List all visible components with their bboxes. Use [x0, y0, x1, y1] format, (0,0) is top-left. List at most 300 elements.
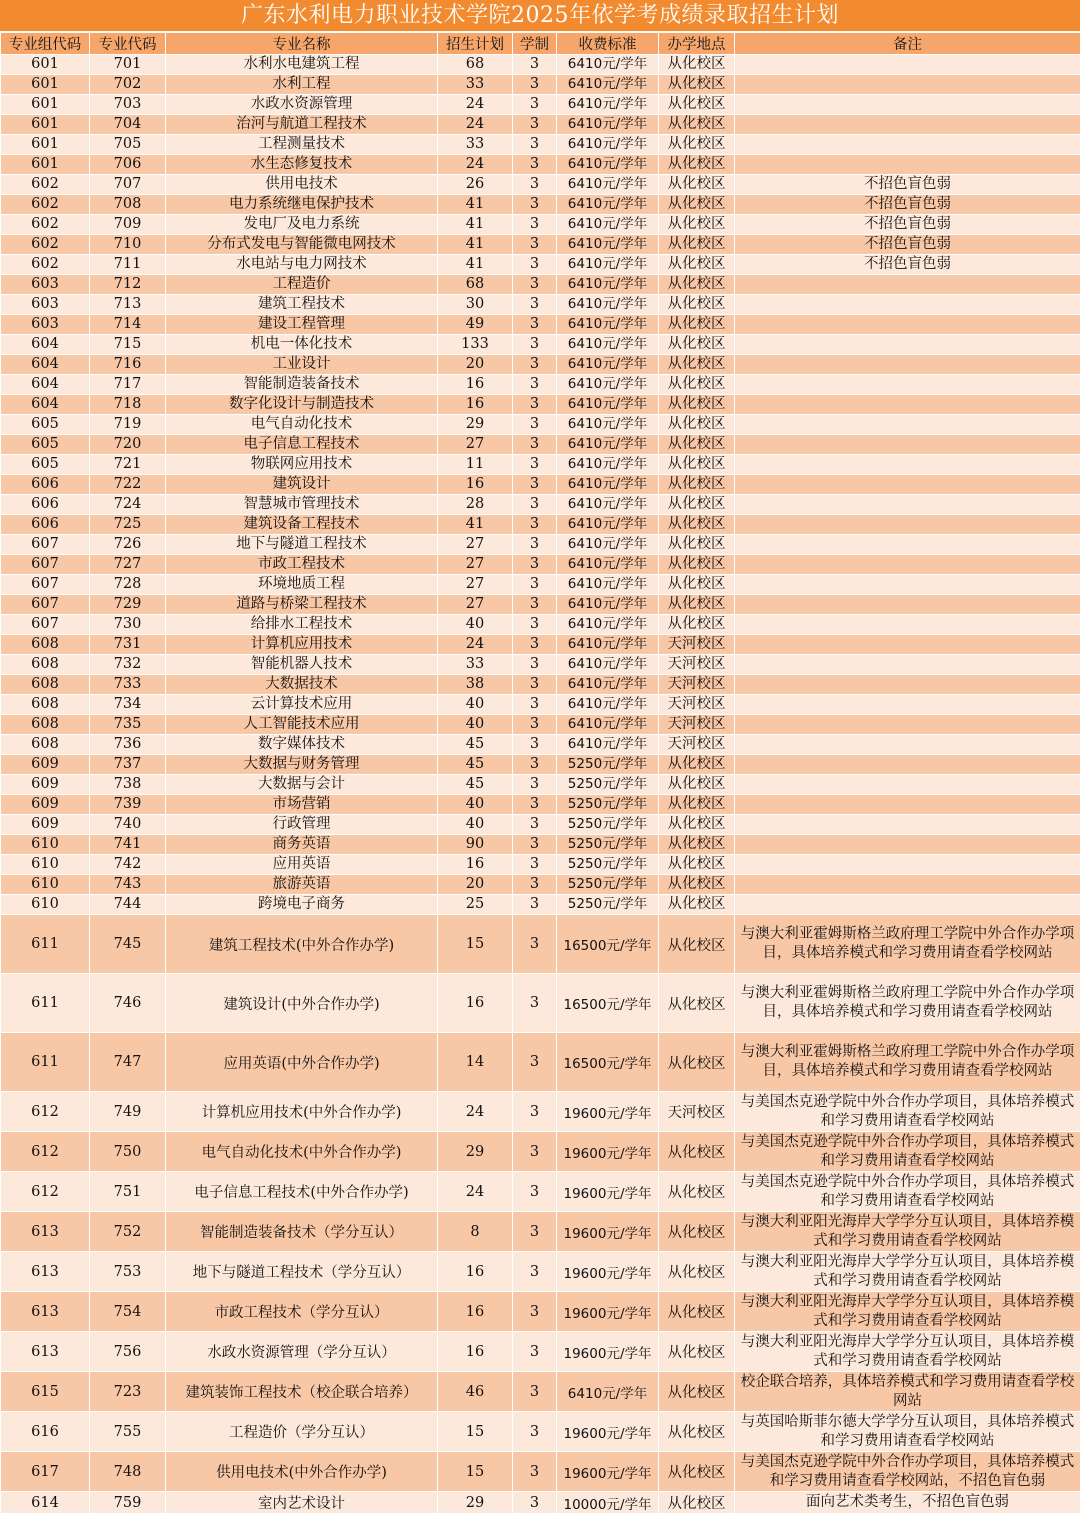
table-row — [1, 115, 1080, 135]
remarks-cell — [735, 455, 1080, 475]
major-name-cell: 环境地质工程 — [166, 575, 438, 595]
major-code-cell: 740 — [90, 815, 166, 835]
duration-cell: 3 — [513, 835, 557, 855]
table-row — [1, 55, 1080, 75]
major-name-cell: 人工智能技术应用 — [166, 715, 438, 735]
group-code-cell: 612 — [1, 1132, 90, 1172]
duration-cell: 3 — [513, 1252, 557, 1292]
campus-cell: 从化校区 — [659, 1033, 735, 1092]
group-code-cell: 613 — [1, 1212, 90, 1252]
campus-cell: 从化校区 — [659, 775, 735, 795]
quota-cell: 11 — [438, 455, 513, 475]
duration-cell: 3 — [513, 415, 557, 435]
campus-cell: 从化校区 — [659, 375, 735, 395]
group-code-cell: 608 — [1, 695, 90, 715]
remarks-cell — [735, 775, 1080, 795]
quota-cell: 20 — [438, 355, 513, 375]
campus-cell: 从化校区 — [659, 895, 735, 915]
table-row — [1, 1033, 1080, 1092]
group-code-cell: 606 — [1, 495, 90, 515]
group-code-cell: 606 — [1, 475, 90, 495]
major-code-cell: 730 — [90, 615, 166, 635]
quota-cell: 16 — [438, 375, 513, 395]
table-row — [1, 875, 1080, 895]
quota-cell: 29 — [438, 415, 513, 435]
major-name-cell: 大数据技术 — [166, 675, 438, 695]
fee-cell: 19600元/学年 — [557, 1412, 659, 1452]
table-row — [1, 795, 1080, 815]
table-row — [1, 275, 1080, 295]
fee-cell: 19600元/学年 — [557, 1332, 659, 1372]
remarks-cell — [735, 855, 1080, 875]
major-code-cell: 718 — [90, 395, 166, 415]
quota-cell: 40 — [438, 715, 513, 735]
major-name-cell: 旅游英语 — [166, 875, 438, 895]
table-row — [1, 1132, 1080, 1172]
header-group-code: 专业组代码 — [1, 33, 90, 55]
remarks-cell: 校企联合培养，具体培养模式和学习费用请查看学校网站 — [735, 1372, 1080, 1412]
major-name-cell: 建筑设计 — [166, 475, 438, 495]
header-row — [1, 33, 1080, 55]
quota-cell: 15 — [438, 1412, 513, 1452]
fee-cell: 19600元/学年 — [557, 1252, 659, 1292]
group-code-cell: 607 — [1, 555, 90, 575]
remarks-cell — [735, 375, 1080, 395]
major-name-cell: 分布式发电与智能微电网技术 — [166, 235, 438, 255]
remarks-cell — [735, 615, 1080, 635]
fee-cell: 5250元/学年 — [557, 875, 659, 895]
remarks-cell — [735, 655, 1080, 675]
duration-cell: 3 — [513, 695, 557, 715]
table-row — [1, 1372, 1080, 1412]
fee-cell: 6410元/学年 — [557, 75, 659, 95]
group-code-cell: 601 — [1, 55, 90, 75]
table-row — [1, 1172, 1080, 1212]
fee-cell: 6410元/学年 — [557, 515, 659, 535]
duration-cell: 3 — [513, 75, 557, 95]
quota-cell: 33 — [438, 75, 513, 95]
major-name-cell: 云计算技术应用 — [166, 695, 438, 715]
campus-cell: 从化校区 — [659, 1212, 735, 1252]
quota-cell: 49 — [438, 315, 513, 335]
major-code-cell: 735 — [90, 715, 166, 735]
group-code-cell: 607 — [1, 595, 90, 615]
remarks-cell: 与澳大利亚霍姆斯格兰政府理工学院中外合作办学项目，具体培养模式和学习费用请查看学校网站 — [735, 915, 1080, 974]
major-code-cell: 750 — [90, 1132, 166, 1172]
fee-cell: 6410元/学年 — [557, 595, 659, 615]
remarks-cell — [735, 315, 1080, 335]
campus-cell: 从化校区 — [659, 235, 735, 255]
quota-cell: 133 — [438, 335, 513, 355]
major-name-cell: 市场营销 — [166, 795, 438, 815]
campus-cell: 从化校区 — [659, 175, 735, 195]
major-name-cell: 水生态修复技术 — [166, 155, 438, 175]
quota-cell: 8 — [438, 1212, 513, 1252]
duration-cell: 3 — [513, 215, 557, 235]
quota-cell: 24 — [438, 115, 513, 135]
fee-cell: 6410元/学年 — [557, 655, 659, 675]
group-code-cell: 607 — [1, 575, 90, 595]
group-code-cell: 617 — [1, 1452, 90, 1492]
duration-cell: 3 — [513, 755, 557, 775]
table-row — [1, 475, 1080, 495]
header-duration: 学制 — [513, 33, 557, 55]
major-code-cell: 726 — [90, 535, 166, 555]
remarks-cell: 不招色盲色弱 — [735, 195, 1080, 215]
major-name-cell: 电子信息工程技术(中外合作办学) — [166, 1172, 438, 1212]
duration-cell: 3 — [513, 115, 557, 135]
duration-cell: 3 — [513, 1292, 557, 1332]
quota-cell: 14 — [438, 1033, 513, 1092]
major-name-cell: 发电厂及电力系统 — [166, 215, 438, 235]
quota-cell: 16 — [438, 1252, 513, 1292]
quota-cell: 25 — [438, 895, 513, 915]
fee-cell: 6410元/学年 — [557, 675, 659, 695]
remarks-cell — [735, 495, 1080, 515]
major-code-cell: 731 — [90, 635, 166, 655]
campus-cell: 从化校区 — [659, 855, 735, 875]
fee-cell: 6410元/学年 — [557, 135, 659, 155]
fee-cell: 16500元/学年 — [557, 1033, 659, 1092]
major-code-cell: 709 — [90, 215, 166, 235]
group-code-cell: 602 — [1, 235, 90, 255]
fee-cell: 6410元/学年 — [557, 295, 659, 315]
major-code-cell: 720 — [90, 435, 166, 455]
major-code-cell: 755 — [90, 1412, 166, 1452]
fee-cell: 6410元/学年 — [557, 175, 659, 195]
campus-cell: 从化校区 — [659, 275, 735, 295]
duration-cell: 3 — [513, 175, 557, 195]
table-row — [1, 1092, 1080, 1132]
campus-cell: 从化校区 — [659, 595, 735, 615]
major-code-cell: 736 — [90, 735, 166, 755]
table-row — [1, 575, 1080, 595]
major-code-cell: 721 — [90, 455, 166, 475]
duration-cell: 3 — [513, 715, 557, 735]
remarks-cell — [735, 135, 1080, 155]
table-row — [1, 375, 1080, 395]
fee-cell: 6410元/学年 — [557, 1372, 659, 1412]
campus-cell: 从化校区 — [659, 1292, 735, 1332]
major-name-cell: 水电站与电力网技术 — [166, 255, 438, 275]
campus-cell: 从化校区 — [659, 1492, 735, 1514]
quota-cell: 20 — [438, 875, 513, 895]
major-code-cell: 725 — [90, 515, 166, 535]
group-code-cell: 604 — [1, 335, 90, 355]
fee-cell: 6410元/学年 — [557, 155, 659, 175]
major-name-cell: 机电一体化技术 — [166, 335, 438, 355]
major-code-cell: 732 — [90, 655, 166, 675]
group-code-cell: 608 — [1, 635, 90, 655]
quota-cell: 24 — [438, 155, 513, 175]
quota-cell: 68 — [438, 275, 513, 295]
duration-cell: 3 — [513, 1492, 557, 1514]
group-code-cell: 602 — [1, 175, 90, 195]
group-code-cell: 603 — [1, 275, 90, 295]
table-row — [1, 135, 1080, 155]
group-code-cell: 611 — [1, 974, 90, 1033]
quota-cell: 26 — [438, 175, 513, 195]
major-code-cell: 759 — [90, 1492, 166, 1514]
group-code-cell: 601 — [1, 115, 90, 135]
quota-cell: 29 — [438, 1492, 513, 1514]
group-code-cell: 601 — [1, 155, 90, 175]
fee-cell: 16500元/学年 — [557, 974, 659, 1033]
fee-cell: 5250元/学年 — [557, 755, 659, 775]
campus-cell: 从化校区 — [659, 75, 735, 95]
quota-cell: 27 — [438, 555, 513, 575]
table-row — [1, 1212, 1080, 1252]
major-code-cell: 719 — [90, 415, 166, 435]
group-code-cell: 605 — [1, 455, 90, 475]
major-code-cell: 746 — [90, 974, 166, 1033]
campus-cell: 从化校区 — [659, 795, 735, 815]
quota-cell: 40 — [438, 795, 513, 815]
major-name-cell: 市政工程技术（学分互认） — [166, 1292, 438, 1332]
duration-cell: 3 — [513, 895, 557, 915]
quota-cell: 16 — [438, 855, 513, 875]
group-code-cell: 609 — [1, 755, 90, 775]
table-row — [1, 555, 1080, 575]
major-code-cell: 703 — [90, 95, 166, 115]
remarks-cell — [735, 355, 1080, 375]
campus-cell: 从化校区 — [659, 415, 735, 435]
quota-cell: 40 — [438, 615, 513, 635]
major-name-cell: 建筑设计(中外合作办学) — [166, 974, 438, 1033]
remarks-cell: 不招色盲色弱 — [735, 235, 1080, 255]
major-code-cell: 743 — [90, 875, 166, 895]
campus-cell: 从化校区 — [659, 1452, 735, 1492]
table-row — [1, 755, 1080, 775]
campus-cell: 从化校区 — [659, 755, 735, 775]
duration-cell: 3 — [513, 295, 557, 315]
campus-cell: 从化校区 — [659, 575, 735, 595]
group-code-cell: 610 — [1, 835, 90, 855]
duration-cell: 3 — [513, 735, 557, 755]
group-code-cell: 603 — [1, 295, 90, 315]
quota-cell: 15 — [438, 915, 513, 974]
campus-cell: 从化校区 — [659, 615, 735, 635]
major-code-cell: 715 — [90, 335, 166, 355]
remarks-cell — [735, 415, 1080, 435]
fee-cell: 5250元/学年 — [557, 855, 659, 875]
major-name-cell: 水利水电建筑工程 — [166, 55, 438, 75]
quota-cell: 33 — [438, 135, 513, 155]
major-code-cell: 712 — [90, 275, 166, 295]
fee-cell: 6410元/学年 — [557, 395, 659, 415]
major-name-cell: 数字媒体技术 — [166, 735, 438, 755]
fee-cell: 5250元/学年 — [557, 835, 659, 855]
fee-cell: 6410元/学年 — [557, 495, 659, 515]
duration-cell: 3 — [513, 255, 557, 275]
major-name-cell: 给排水工程技术 — [166, 615, 438, 635]
quota-cell: 45 — [438, 755, 513, 775]
quota-cell: 24 — [438, 1172, 513, 1212]
fee-cell: 6410元/学年 — [557, 615, 659, 635]
table-row — [1, 535, 1080, 555]
fee-cell: 5250元/学年 — [557, 815, 659, 835]
major-name-cell: 行政管理 — [166, 815, 438, 835]
table-row — [1, 1292, 1080, 1332]
remarks-cell — [735, 535, 1080, 555]
duration-cell: 3 — [513, 974, 557, 1033]
major-name-cell: 应用英语(中外合作办学) — [166, 1033, 438, 1092]
remarks-cell — [735, 95, 1080, 115]
header-major-name: 专业名称 — [166, 33, 438, 55]
remarks-cell: 与澳大利亚阳光海岸大学学分互认项目，具体培养模式和学习费用请查看学校网站 — [735, 1212, 1080, 1252]
major-name-cell: 建筑工程技术(中外合作办学) — [166, 915, 438, 974]
admission-plan-table — [0, 32, 1080, 1514]
major-code-cell: 742 — [90, 855, 166, 875]
table-row — [1, 735, 1080, 755]
major-name-cell: 供用电技术 — [166, 175, 438, 195]
major-code-cell: 706 — [90, 155, 166, 175]
duration-cell: 3 — [513, 875, 557, 895]
table-row — [1, 655, 1080, 675]
quota-cell: 33 — [438, 655, 513, 675]
campus-cell: 从化校区 — [659, 495, 735, 515]
fee-cell: 6410元/学年 — [557, 475, 659, 495]
quota-cell: 68 — [438, 55, 513, 75]
campus-cell: 从化校区 — [659, 875, 735, 895]
group-code-cell: 607 — [1, 535, 90, 555]
fee-cell: 6410元/学年 — [557, 535, 659, 555]
major-name-cell: 应用英语 — [166, 855, 438, 875]
campus-cell: 从化校区 — [659, 55, 735, 75]
fee-cell: 6410元/学年 — [557, 375, 659, 395]
table-row — [1, 355, 1080, 375]
group-code-cell: 609 — [1, 795, 90, 815]
duration-cell: 3 — [513, 1212, 557, 1252]
quota-cell: 16 — [438, 1292, 513, 1332]
fee-cell: 6410元/学年 — [557, 355, 659, 375]
major-name-cell: 智能机器人技术 — [166, 655, 438, 675]
duration-cell: 3 — [513, 775, 557, 795]
fee-cell: 6410元/学年 — [557, 455, 659, 475]
campus-cell: 天河校区 — [659, 675, 735, 695]
fee-cell: 6410元/学年 — [557, 335, 659, 355]
group-code-cell: 613 — [1, 1292, 90, 1332]
quota-cell: 41 — [438, 515, 513, 535]
remarks-cell — [735, 675, 1080, 695]
major-code-cell: 738 — [90, 775, 166, 795]
remarks-cell — [735, 695, 1080, 715]
campus-cell: 从化校区 — [659, 974, 735, 1033]
remarks-cell — [735, 875, 1080, 895]
major-name-cell: 数字化设计与制造技术 — [166, 395, 438, 415]
major-name-cell: 工业设计 — [166, 355, 438, 375]
fee-cell: 19600元/学年 — [557, 1452, 659, 1492]
group-code-cell: 606 — [1, 515, 90, 535]
major-code-cell: 714 — [90, 315, 166, 335]
major-code-cell: 727 — [90, 555, 166, 575]
group-code-cell: 608 — [1, 675, 90, 695]
major-code-cell: 737 — [90, 755, 166, 775]
duration-cell: 3 — [513, 655, 557, 675]
remarks-cell — [735, 715, 1080, 735]
major-name-cell: 工程测量技术 — [166, 135, 438, 155]
group-code-cell: 609 — [1, 815, 90, 835]
remarks-cell — [735, 335, 1080, 355]
group-code-cell: 614 — [1, 1492, 90, 1514]
quota-cell: 45 — [438, 775, 513, 795]
remarks-cell — [735, 395, 1080, 415]
table-row — [1, 855, 1080, 875]
major-name-cell: 智能制造装备技术（学分互认） — [166, 1212, 438, 1252]
major-code-cell: 741 — [90, 835, 166, 855]
duration-cell: 3 — [513, 1372, 557, 1412]
major-name-cell: 工程造价 — [166, 275, 438, 295]
duration-cell: 3 — [513, 335, 557, 355]
major-name-cell: 室内艺术设计 — [166, 1492, 438, 1514]
fee-cell: 10000元/学年 — [557, 1492, 659, 1514]
major-name-cell: 建筑工程技术 — [166, 295, 438, 315]
group-code-cell: 611 — [1, 915, 90, 974]
quota-cell: 41 — [438, 235, 513, 255]
major-name-cell: 电子信息工程技术 — [166, 435, 438, 455]
fee-cell: 5250元/学年 — [557, 775, 659, 795]
duration-cell: 3 — [513, 515, 557, 535]
major-code-cell: 747 — [90, 1033, 166, 1092]
major-code-cell: 711 — [90, 255, 166, 275]
major-code-cell: 704 — [90, 115, 166, 135]
fee-cell: 6410元/学年 — [557, 575, 659, 595]
major-name-cell: 智慧城市管理技术 — [166, 495, 438, 515]
quota-cell: 27 — [438, 535, 513, 555]
fee-cell: 6410元/学年 — [557, 115, 659, 135]
table-row — [1, 395, 1080, 415]
group-code-cell: 601 — [1, 95, 90, 115]
group-code-cell: 607 — [1, 615, 90, 635]
major-code-cell: 717 — [90, 375, 166, 395]
group-code-cell: 604 — [1, 375, 90, 395]
remarks-cell — [735, 555, 1080, 575]
duration-cell: 3 — [513, 575, 557, 595]
fee-cell: 6410元/学年 — [557, 715, 659, 735]
major-code-cell: 734 — [90, 695, 166, 715]
table-row — [1, 815, 1080, 835]
major-name-cell: 电气自动化技术(中外合作办学) — [166, 1132, 438, 1172]
duration-cell: 3 — [513, 475, 557, 495]
major-name-cell: 水政水资源管理（学分互认） — [166, 1332, 438, 1372]
major-name-cell: 供用电技术(中外合作办学) — [166, 1452, 438, 1492]
group-code-cell: 608 — [1, 655, 90, 675]
major-code-cell: 728 — [90, 575, 166, 595]
table-row — [1, 895, 1080, 915]
fee-cell: 6410元/学年 — [557, 95, 659, 115]
major-code-cell: 723 — [90, 1372, 166, 1412]
duration-cell: 3 — [513, 95, 557, 115]
major-name-cell: 大数据与财务管理 — [166, 755, 438, 775]
remarks-cell — [735, 735, 1080, 755]
group-code-cell: 604 — [1, 355, 90, 375]
table-row — [1, 915, 1080, 974]
major-code-cell: 744 — [90, 895, 166, 915]
duration-cell: 3 — [513, 635, 557, 655]
table-row — [1, 1252, 1080, 1292]
major-code-cell: 716 — [90, 355, 166, 375]
duration-cell: 3 — [513, 375, 557, 395]
header-major-code: 专业代码 — [90, 33, 166, 55]
table-row — [1, 175, 1080, 195]
fee-cell: 19600元/学年 — [557, 1212, 659, 1252]
table-row — [1, 215, 1080, 235]
duration-cell: 3 — [513, 615, 557, 635]
major-name-cell: 计算机应用技术 — [166, 635, 438, 655]
fee-cell: 6410元/学年 — [557, 635, 659, 655]
campus-cell: 从化校区 — [659, 555, 735, 575]
fee-cell: 6410元/学年 — [557, 695, 659, 715]
